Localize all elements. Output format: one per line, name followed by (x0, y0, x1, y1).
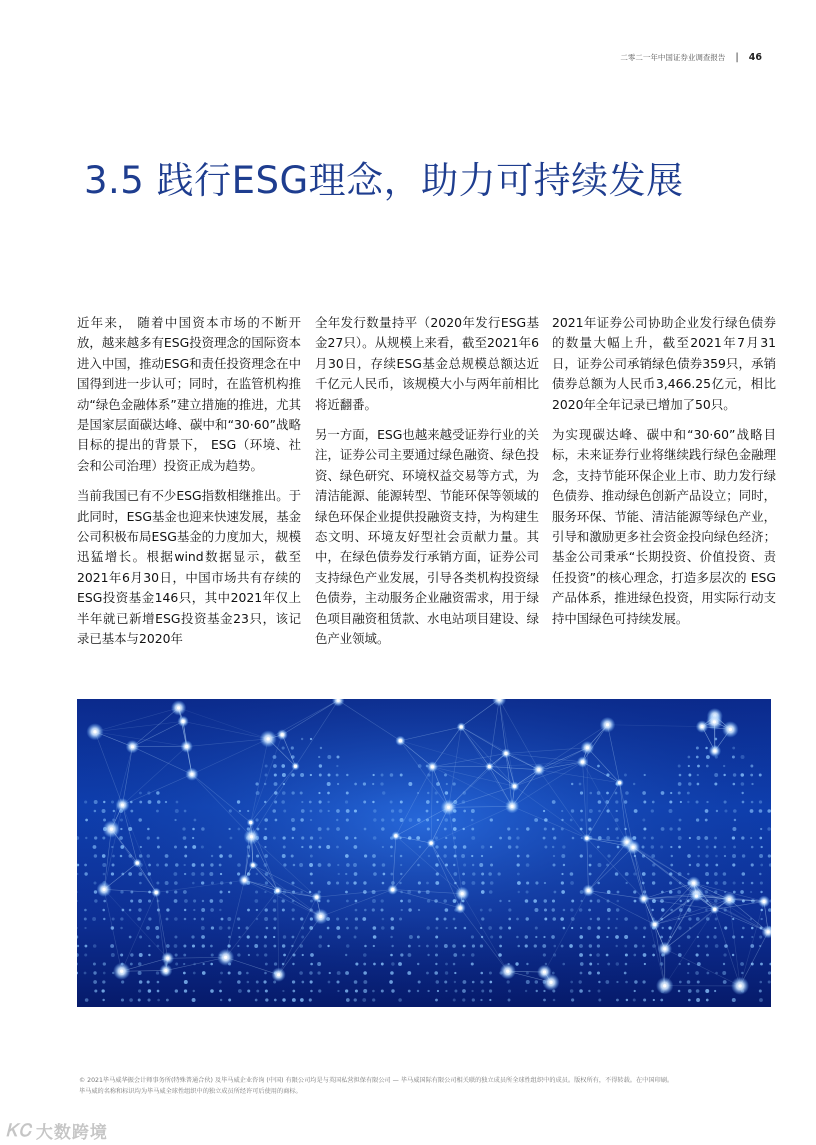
paragraph: 全年发行数量持平（2020年发行ESG基金27只）。从规模上来看，截至2021年6月30日，存续ESG基金总规模总额达近千亿元人民币，该规模大小与两年前相比将近翻番。 (315, 315, 539, 412)
running-header (620, 52, 762, 63)
network-graphic (77, 699, 771, 1007)
report-title: 二零二一年中国证券业调查报告 (620, 53, 726, 62)
paragraph: 2021年证券公司协助企业发行绿色债券的数量大幅上升，截至2021年7月31日，证券公司承销绿色债券359只，承销债券总额为人民币3,466.25亿元，相比2020年全年记录已增加了50只。 (552, 315, 776, 412)
text-column-2 (315, 313, 539, 660)
text-column-3 (552, 313, 776, 639)
page-number: 46 (748, 52, 762, 63)
watermark-text: 大数跨境 (35, 1123, 108, 1143)
header-separator: | (735, 52, 739, 63)
paragraph: 近年来， 随着中国资本市场的不断开放，越来越多有ESG投资理念的国际资本进入中国，推动ESG和责任投资理念在中国得到进一步认可；同时，在监管机构推动“绿色金融体系”建立措施的推进，尤其是国家层面碳达峰、碳中和“30·60”战略目标的提出的背景下， ESG（环境、社会和公司治理）投资正成为趋势。 (77, 315, 301, 473)
paragraph: 另一方面，ESG也越来越受证券行业的关注，证券公司主要通过绿色融资、绿色投资、绿色研究、环境权益交易等方式，为清洁能源、能源转型、节能环保等领域的绿色环保企业提供投融资支持，为构建生态文明、环境友好型社会贡献力量。其中，在绿色债券发行承销方面，证券公司支持绿色产业发展，引导各类机构投资绿色债券，主动服务企业融资需求，用于绿色项目融资租赁款、水电站项目建设、绿色产业领域。 (315, 427, 539, 647)
trademark-line: 毕马威的名称和标识均为毕马威全球性组织中的独立成员所经许可后使用的商标。 (79, 1087, 302, 1095)
section-title: 3.5 践行ESG理念，助力可持续发展 (84, 159, 684, 202)
watermark (6, 1118, 108, 1143)
paragraph: 为实现碳达峰、碳中和“30·60”战略目标，未来证券行业将继续践行绿色金融理念，支持节能环保企业上市、助力发行绿色债券、推动绿色创新产品设立；同时，服务环保、节能、清洁能源等绿色产业，引导和激励更多社会资金投向绿色经济；基金公司秉承“长期投资、价值投资、责任投资”的核心理念，打造多层次的 ESG 产品体系，推进绿色投资，用实际行动支持中国绿色可持续发展。 (552, 427, 776, 626)
copyright-line: © 2021毕马威华振会计师事务所(特殊普通合伙) 及毕马威企业咨询 (中国) 有限公司均是与英国私营担保有限公司 — 毕马威国际有限公司相关联的独立成员所全球性组织中的成员。版权所有，不得转载。在中国印刷。 (79, 1077, 674, 1084)
text-column-1 (77, 313, 301, 660)
paragraph: 当前我国已有不少ESG指数相继推出。于此同时，ESG基金也迎来快速发展，基金公司积极布局ESG基金的力度加大，规模迅猛增长。根据wind数据显示，截至2021年6月30日，中国市场共有存续的ESG投资基金146只，其中2021年仅上半年就已新增ESG投资基金23只，该记录已基本与2020年 (77, 488, 301, 647)
copyright-footer (79, 1076, 779, 1097)
watermark-logo-icon: ᏦᏟ (6, 1120, 32, 1141)
network-world-map-photo (77, 699, 771, 1007)
